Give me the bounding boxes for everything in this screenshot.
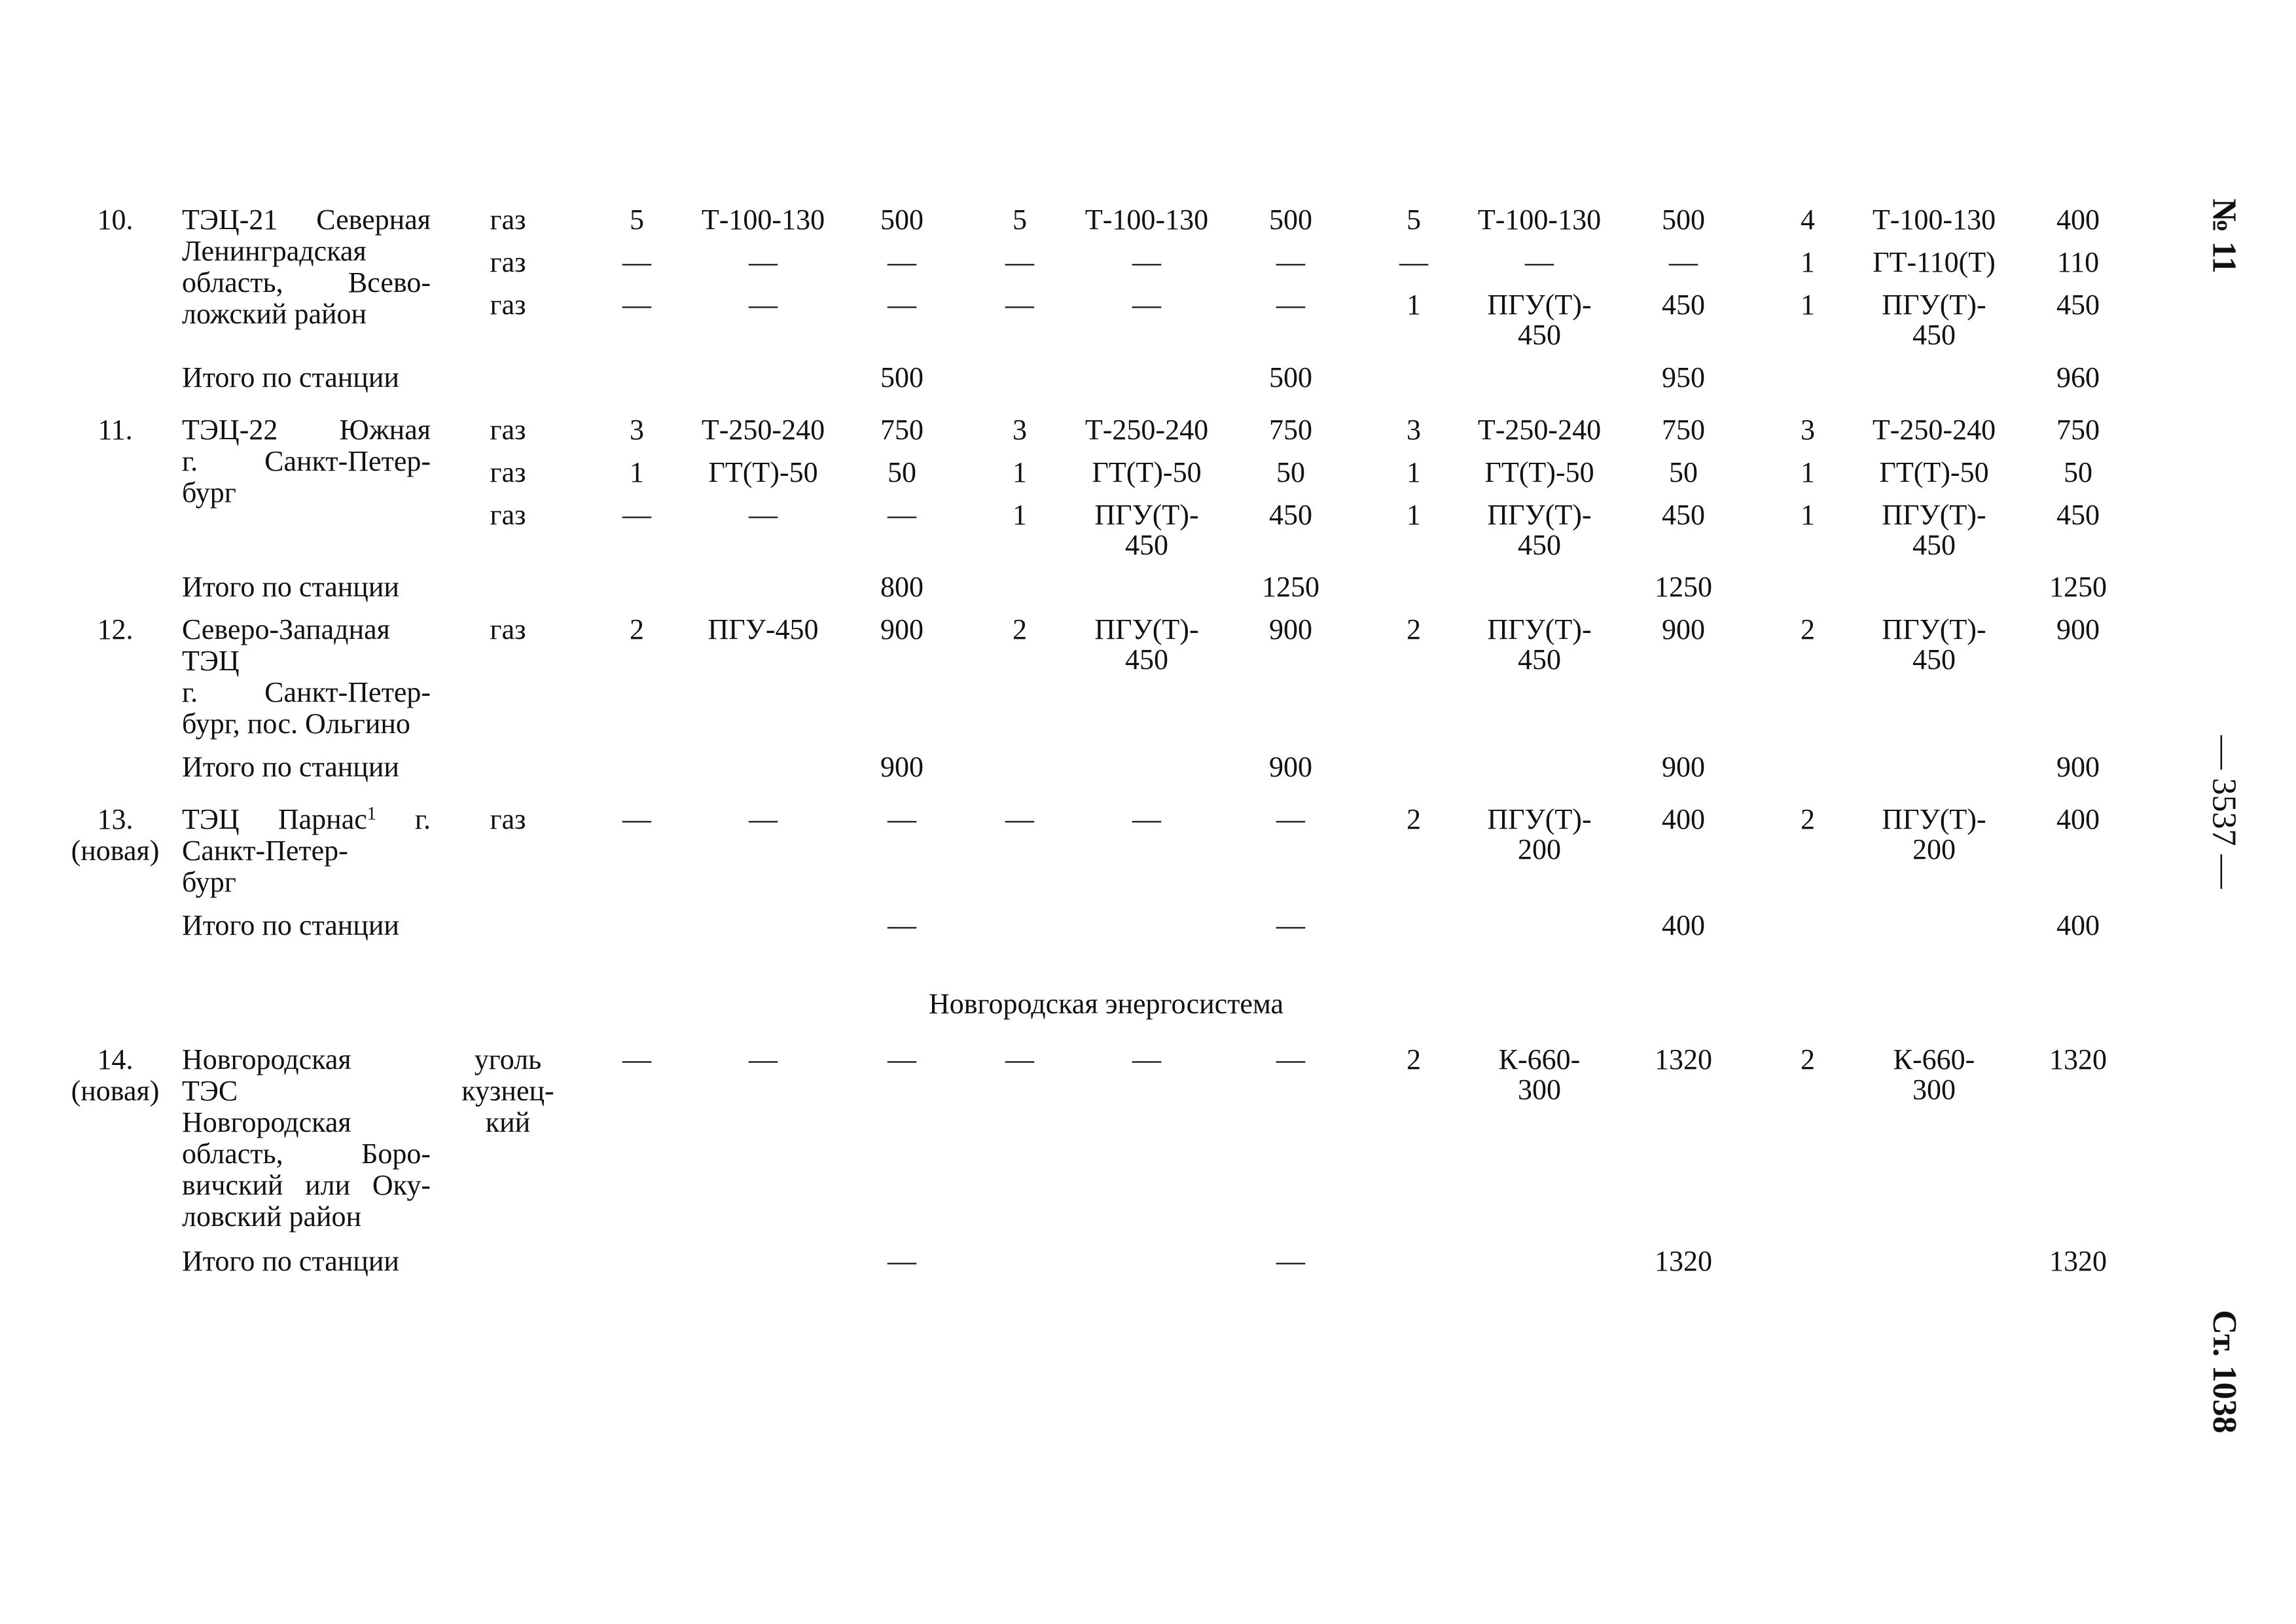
station-name-line: ложский район	[182, 298, 367, 330]
unit-type: ГТ(Т)-50	[708, 456, 818, 488]
unit-type: 300	[1912, 1074, 1956, 1106]
unit-count: 2	[630, 613, 644, 645]
station-total-value: 900	[1269, 751, 1312, 783]
station-total-value: 960	[2056, 361, 2100, 393]
station-total-value: —	[1276, 909, 1305, 941]
station-name-line: ловский район	[182, 1200, 362, 1233]
unit-capacity: 50	[2064, 456, 2092, 488]
unit-count: 3	[630, 414, 644, 446]
fuel-type: газ	[490, 414, 526, 446]
unit-count: —	[1005, 1043, 1034, 1075]
unit-type: 450	[1518, 643, 1561, 676]
unit-count: —	[622, 246, 651, 278]
unit-capacity: —	[1276, 289, 1305, 321]
station-name-line: бург	[182, 477, 236, 509]
fuel-type: газ	[490, 246, 526, 278]
fuel-type: газ	[490, 204, 526, 236]
unit-capacity: 750	[1662, 414, 1705, 446]
fuel-type: газ	[490, 803, 526, 835]
unit-capacity: 110	[2056, 246, 2100, 278]
page-code: — 3537 —	[2205, 735, 2243, 888]
unit-capacity: 400	[2056, 204, 2100, 236]
unit-type: 300	[1518, 1074, 1561, 1106]
row-number-note: (новая)	[71, 835, 160, 867]
unit-type: ПГУ(Т)-	[1094, 613, 1199, 645]
unit-type: ПГУ(Т)-	[1487, 289, 1592, 321]
unit-capacity: 450	[2056, 499, 2100, 531]
unit-type: ПГУ(Т)-	[1882, 613, 1986, 645]
unit-capacity: 750	[2056, 414, 2100, 446]
unit-count: 2	[1407, 613, 1421, 645]
station-total-value: 400	[2056, 909, 2100, 941]
unit-type: ПГУ(Т)-	[1487, 499, 1592, 531]
unit-capacity: 900	[1662, 613, 1705, 645]
unit-capacity: 500	[880, 204, 924, 236]
station-total-value: 800	[880, 571, 924, 603]
unit-count: 1	[1801, 499, 1815, 531]
unit-capacity: 500	[1269, 204, 1312, 236]
station-name-line: ТЭЦ-22 Южная	[182, 414, 431, 446]
unit-type: Т-100-130	[1477, 204, 1602, 236]
unit-capacity: —	[1276, 803, 1305, 835]
station-name	[182, 1044, 431, 1233]
unit-count: 1	[1801, 456, 1815, 488]
unit-type: ГТ(Т)-50	[1879, 456, 1989, 488]
unit-type: —	[1132, 289, 1161, 321]
station-name-line: Северо-Западная	[182, 613, 390, 645]
station-name-line: ТЭЦ	[182, 645, 240, 677]
station-name-line: г. Санкт-Петер-	[182, 676, 431, 708]
station-total-value: 500	[1269, 361, 1312, 393]
article-number: Ст. 1038	[2205, 1309, 2243, 1434]
station-name-line: ТЭЦ-21 Северная	[182, 204, 431, 236]
station-name-line: Новгородская	[182, 1106, 351, 1138]
station-name-line: Новгородская	[182, 1043, 351, 1075]
station-total-label: Итого по станции	[182, 909, 399, 941]
unit-type: —	[1132, 803, 1161, 835]
station-name-line: область, Боро-	[182, 1138, 431, 1170]
station-name	[182, 414, 431, 509]
unit-type: —	[749, 246, 778, 278]
unit-count: 5	[630, 204, 644, 236]
unit-type: 450	[1912, 529, 1956, 561]
station-total-label: Итого по станции	[182, 571, 399, 603]
unit-type: —	[749, 289, 778, 321]
unit-count: —	[622, 803, 651, 835]
station-total-value: 900	[880, 751, 924, 783]
unit-type: ПГУ(Т)-	[1487, 613, 1592, 645]
unit-type: Т-100-130	[1872, 204, 1996, 236]
station-name	[182, 204, 431, 330]
station-total-value: —	[888, 1245, 916, 1277]
unit-count: 5	[1407, 204, 1421, 236]
unit-type: —	[1132, 1043, 1161, 1075]
unit-capacity: 450	[1662, 499, 1705, 531]
unit-count: 2	[1801, 613, 1815, 645]
unit-capacity: 450	[1269, 499, 1312, 531]
unit-type: ПГУ(Т)-	[1882, 289, 1986, 321]
station-name-line: область, Всево-	[182, 266, 431, 298]
unit-count: —	[1005, 289, 1034, 321]
unit-type: Т-100-130	[701, 204, 825, 236]
unit-type: ГТ(Т)-50	[1484, 456, 1594, 488]
unit-type: —	[1132, 246, 1161, 278]
unit-capacity: 750	[880, 414, 924, 446]
fuel-type: кий	[485, 1106, 531, 1138]
unit-count: —	[622, 289, 651, 321]
unit-count: 3	[1013, 414, 1027, 446]
unit-type: ПГУ(Т)-	[1487, 803, 1592, 835]
unit-type: 450	[1125, 529, 1168, 561]
unit-type: К-660-	[1893, 1043, 1975, 1075]
unit-capacity: 450	[2056, 289, 2100, 321]
unit-count: 1	[1013, 456, 1027, 488]
unit-count: 2	[1801, 803, 1815, 835]
station-name-line: ТЭС	[182, 1075, 238, 1107]
station-total-value: —	[1276, 1245, 1305, 1277]
unit-count: 1	[1801, 289, 1815, 321]
station-name-text: ТЭЦ Парнас	[182, 803, 367, 835]
unit-type: Т-250-240	[1085, 414, 1209, 446]
unit-capacity: —	[888, 499, 916, 531]
unit-type: —	[749, 803, 778, 835]
unit-count: —	[622, 499, 651, 531]
unit-capacity: 450	[1662, 289, 1705, 321]
unit-count: —	[1399, 246, 1428, 278]
section-title: Новгородская энергосистема	[928, 988, 1284, 1020]
unit-count: 2	[1407, 803, 1421, 835]
unit-count: 2	[1801, 1043, 1815, 1075]
unit-type: ГТ(Т)-50	[1092, 456, 1202, 488]
unit-type: Т-250-240	[701, 414, 825, 446]
unit-type: Т-100-130	[1085, 204, 1209, 236]
station-name-line: Санкт-Петер-	[182, 835, 348, 867]
unit-count: 1	[1407, 289, 1421, 321]
row-number: 12.	[97, 613, 134, 645]
station-total-value: —	[888, 909, 916, 941]
unit-type: К-660-	[1498, 1043, 1581, 1075]
row-number: 11.	[98, 414, 133, 446]
unit-count: 3	[1407, 414, 1421, 446]
unit-type: —	[1525, 246, 1554, 278]
unit-count: 5	[1013, 204, 1027, 236]
doc-number: № 11	[2205, 198, 2243, 274]
unit-capacity: 1320	[1655, 1043, 1712, 1075]
unit-capacity: —	[1276, 1043, 1305, 1075]
unit-count: 3	[1801, 414, 1815, 446]
row-number: 14.	[97, 1043, 134, 1075]
unit-capacity: 750	[1269, 414, 1312, 446]
unit-type: 200	[1518, 833, 1561, 865]
station-name-line: Ленинградская	[182, 235, 367, 267]
unit-capacity: —	[888, 803, 916, 835]
unit-count: 1	[1801, 246, 1815, 278]
unit-capacity: 50	[888, 456, 916, 488]
station-name-line: бург, пос. Ольгино	[182, 708, 410, 740]
unit-capacity: 400	[2056, 803, 2100, 835]
station-total-value: 950	[1662, 361, 1705, 393]
unit-count: 2	[1407, 1043, 1421, 1075]
row-number-note: (новая)	[71, 1075, 160, 1107]
station-name-line: вичский или Оку-	[182, 1169, 431, 1201]
unit-type: 450	[1518, 529, 1561, 561]
unit-count: 2	[1013, 613, 1027, 645]
unit-type: Т-250-240	[1872, 414, 1996, 446]
unit-capacity: —	[888, 246, 916, 278]
unit-capacity: —	[1669, 246, 1698, 278]
row-number: 10.	[97, 204, 134, 236]
fuel-type: газ	[490, 499, 526, 531]
row-number: 13.	[97, 803, 134, 835]
unit-capacity: 1320	[2049, 1043, 2107, 1075]
unit-capacity: 50	[1669, 456, 1698, 488]
unit-type: ГТ-110(Т)	[1873, 246, 1996, 278]
station-total-value: 400	[1662, 909, 1705, 941]
fuel-type: газ	[490, 456, 526, 488]
fuel-type: газ	[490, 289, 526, 321]
unit-count: —	[1005, 803, 1034, 835]
unit-type: ПГУ-450	[708, 613, 819, 645]
unit-count: 4	[1801, 204, 1815, 236]
unit-count: 1	[630, 456, 644, 488]
unit-type: —	[749, 1043, 778, 1075]
unit-type: ПГУ(Т)-	[1882, 499, 1986, 531]
station-name-line: бург	[182, 866, 236, 898]
unit-type: ПГУ(Т)-	[1094, 499, 1199, 531]
unit-type: 450	[1912, 319, 1956, 351]
station-total-label: Итого по станции	[182, 1245, 399, 1277]
unit-count: —	[1005, 246, 1034, 278]
fuel-type: уголь	[474, 1043, 542, 1075]
station-total-value: 1250	[2049, 571, 2107, 603]
station-name	[182, 804, 431, 898]
unit-count: —	[622, 1043, 651, 1075]
unit-capacity: 900	[880, 613, 924, 645]
unit-type: ПГУ(Т)-	[1882, 803, 1986, 835]
fuel-type: газ	[490, 613, 526, 645]
unit-type: 450	[1912, 643, 1956, 676]
unit-count: 1	[1407, 456, 1421, 488]
station-total-value: 1320	[1655, 1245, 1712, 1277]
unit-capacity: 900	[1269, 613, 1312, 645]
station-total-value: 1250	[1262, 571, 1319, 603]
station-name-line: г. Санкт-Петер-	[182, 445, 431, 477]
station-total-label: Итого по станции	[182, 361, 399, 393]
unit-type: 450	[1125, 643, 1168, 676]
unit-capacity: —	[1276, 246, 1305, 278]
unit-capacity: —	[888, 289, 916, 321]
unit-capacity: 400	[1662, 803, 1705, 835]
station-name-line	[182, 804, 431, 835]
unit-count: 1	[1407, 499, 1421, 531]
unit-count: 1	[1013, 499, 1027, 531]
station-name	[182, 614, 431, 740]
fuel-type: кузнец-	[461, 1075, 554, 1107]
footnote-marker: 1	[367, 804, 376, 824]
unit-capacity: 50	[1276, 456, 1305, 488]
unit-type: —	[749, 499, 778, 531]
station-total-label: Итого по станции	[182, 751, 399, 783]
unit-type: 200	[1912, 833, 1956, 865]
unit-type: 450	[1518, 319, 1561, 351]
unit-capacity: 500	[1662, 204, 1705, 236]
unit-capacity: —	[888, 1043, 916, 1075]
station-total-value: 500	[880, 361, 924, 393]
unit-type: Т-250-240	[1477, 414, 1602, 446]
unit-capacity: 900	[2056, 613, 2100, 645]
station-name-text: г.	[376, 803, 431, 835]
station-total-value: 1250	[1655, 571, 1712, 603]
station-total-value: 900	[2056, 751, 2100, 783]
station-total-value: 900	[1662, 751, 1705, 783]
station-total-value: 1320	[2049, 1245, 2107, 1277]
